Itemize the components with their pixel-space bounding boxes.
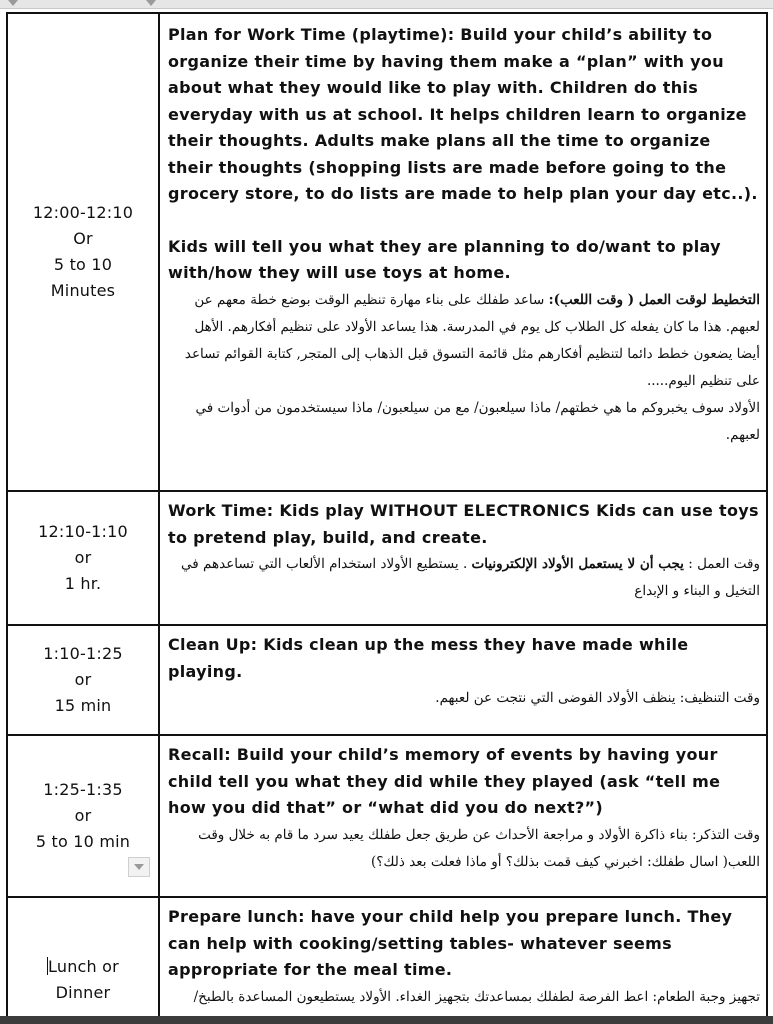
english-description: Clean Up: Kids clean up the mess they have made while playing. — [168, 635, 689, 681]
time-unit: Minutes — [50, 281, 116, 300]
table-row — [7, 13, 767, 491]
arabic-description: وقت التذكر: بناء ذاكرة الأولاد و مراجعة الأحداث عن طريق جعل طفلك يعيد سرد ما قام به خلال وقت اللعب( اسال طفلك: اخبرني كيف قمت بذلك؟ أو ماذا فعلت بعد ذلك؟) — [198, 826, 760, 870]
table-row — [7, 625, 767, 735]
time-or: or — [74, 670, 92, 689]
time-duration: 5 to 10 min — [35, 832, 131, 851]
description-cell[interactable] — [159, 625, 767, 735]
english-description — [168, 498, 760, 551]
time-range: 1:10-1:25 — [43, 644, 123, 663]
english-text: Work Time: Kids play — [168, 501, 371, 520]
arabic-heading: التخطيط لوقت العمل ( وقت اللعب): — [548, 291, 760, 308]
time-or: Or — [73, 229, 93, 248]
daily-schedule-table — [6, 12, 768, 1024]
arabic-text: ساعد طفلك على بناء مهارة تنظيم الوقت بوضع خطة معهم عن لعبهم. هذا ما كان يفعله كل الطلاب كل يوم في المدرسة. هذا يساعد الأولاد على تنظيم أفكارهم. الأهل أيضا يضعون خطط دائما لتنظيم أفكارهم مثل قائمة التسوق قبل الذهاب إلى المتجر, كتابة القوائم تساعد على تنظيم اليوم..... — [184, 291, 760, 389]
table-row — [7, 897, 767, 1024]
ruler-marker-icon — [8, 0, 18, 6]
arabic-description: تجهيز وجبة الطعام: اعط الفرصة لطفلك بمساعدتك بتجهيز الغداء. الأولاد يستطيعون المساعدة بالطبخ/ — [193, 988, 760, 1005]
arabic-description — [168, 551, 760, 605]
time-cell[interactable] — [7, 897, 159, 1024]
english-text: Kids can use toys to pretend play, build, and create. — [168, 501, 759, 547]
table-row — [7, 735, 767, 897]
time-duration: 15 min — [54, 696, 112, 715]
document-top-edge — [0, 0, 773, 9]
time-cell[interactable] — [7, 625, 159, 735]
document-bottom-edge — [0, 1016, 773, 1024]
arabic-text: . يستطيع الأولاد استخدام الألعاب التي تساعدهم في التخيل و البناء و الإبداع — [181, 556, 760, 599]
arabic-description — [168, 287, 760, 395]
time-range: 12:00-12:10 — [32, 203, 134, 222]
time-cell[interactable] — [7, 13, 159, 491]
english-description: Plan for Work Time (playtime): Build your child’s ability to organize their time by having them make a “plan” with you about what they would like to play with. Children do this everyday with us at school. It helps children learn to organize their thoughts. Adults make plans all the time to organize their thoughts (shopping lists are made before going to the grocery store, to do lists are made to help plan your day etc..). — [168, 25, 758, 203]
time-range: 1:25-1:35 — [43, 780, 123, 799]
ruler-marker-icon — [146, 0, 156, 6]
arabic-text: وقت العمل : — [683, 556, 760, 572]
description-cell[interactable] — [159, 735, 767, 897]
time-range: 12:10-1:10 — [38, 522, 128, 541]
time-label: Lunch or — [48, 957, 119, 976]
cell-dropdown-icon[interactable] — [128, 857, 150, 877]
table-row — [7, 491, 767, 625]
description-cell[interactable] — [159, 13, 767, 491]
time-or: or — [74, 548, 92, 567]
time-duration: 1 hr. — [64, 574, 102, 593]
arabic-emphasis: يجب أن لا يستعمل الأولاد الإلكترونيات — [471, 556, 684, 572]
english-description: Kids will tell you what they are planning to do/want to play with/how they will use toys at home. — [168, 236, 721, 282]
description-cell[interactable] — [159, 491, 767, 625]
arabic-description: وقت التنظيف: ينظف الأولاد الفوضى التي نتجت عن لعبهم. — [435, 690, 760, 706]
time-meal-alt: Dinner — [55, 983, 111, 1002]
time-cell[interactable] — [7, 491, 159, 625]
time-meal — [8, 954, 158, 980]
time-duration: 5 to 10 — [53, 255, 113, 274]
arabic-description: الأولاد سوف يخبروكم ما هي خطتهم/ ماذا سيلعبون/ مع من سيلعبون/ ماذا سيستخدمون من أدوات في لعبهم. — [195, 399, 760, 443]
description-cell[interactable] — [159, 897, 767, 1024]
time-or: or — [74, 806, 92, 825]
english-emphasis: WITHOUT ELECTRONICS — [370, 501, 591, 520]
english-description: Prepare lunch: have your child help you prepare lunch. They can help with cooking/setting tables- whatever seems appropriate for the meal time. — [168, 907, 733, 979]
english-description: Recall: Build your child’s memory of events by having your child tell you what they did while they played (ask “tell me how you did that” or “what did you do next?”) — [168, 745, 721, 817]
